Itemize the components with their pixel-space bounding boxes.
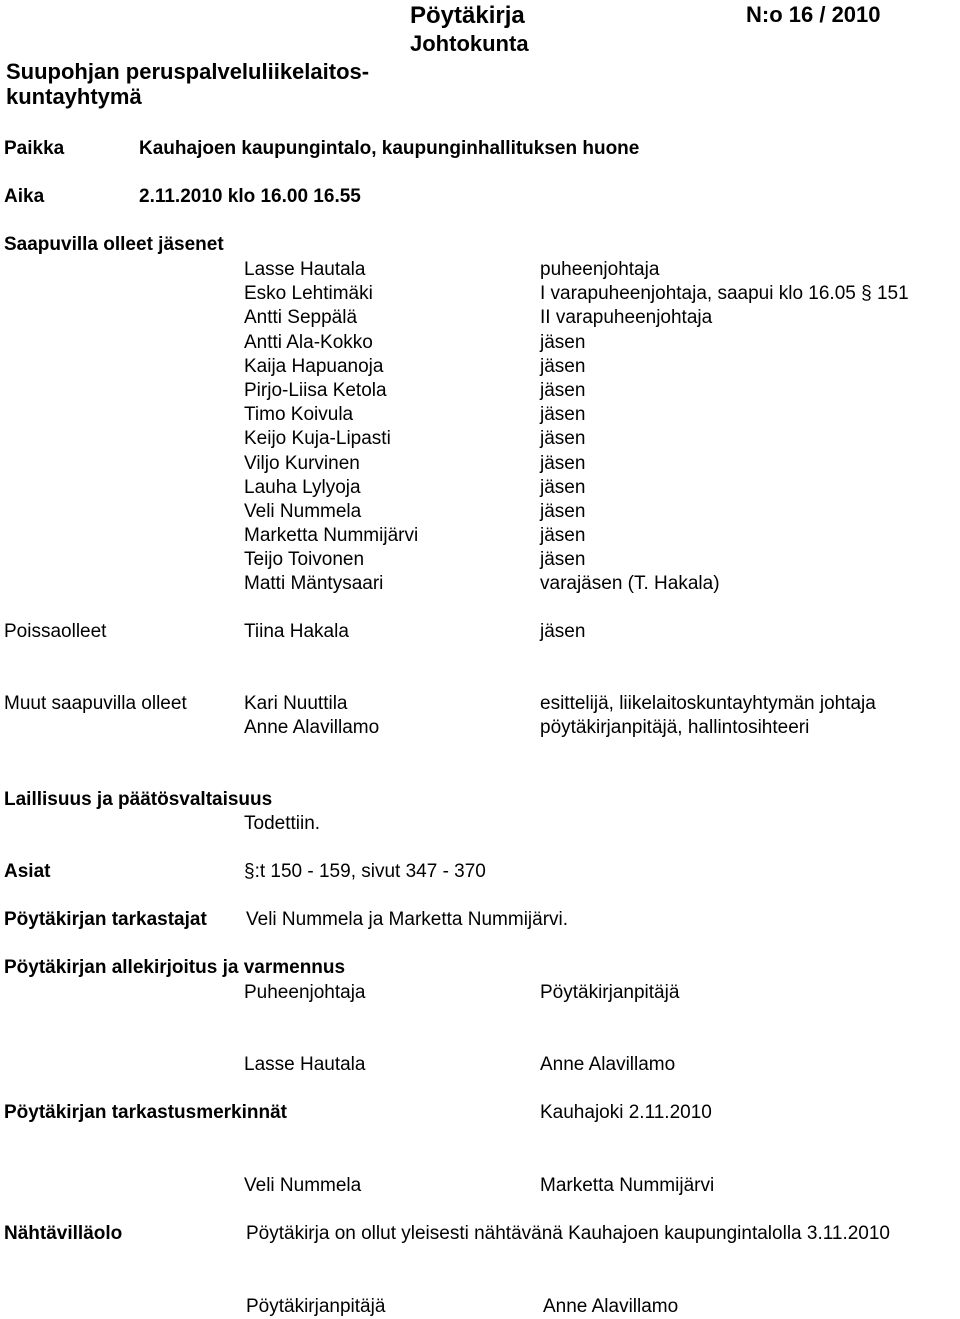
member-role: jäsen	[540, 500, 586, 522]
legality-value: Todettiin.	[244, 813, 321, 834]
member-name: Teijo Toivonen	[244, 549, 365, 571]
member-name: Matti Mäntysaari	[244, 573, 384, 595]
organization-name-line2: kuntayhtymä	[6, 84, 142, 109]
member-name: Lasse Hautala	[244, 259, 366, 280]
matters-value: §:t 150 - 159, sivut 347 - 370	[244, 861, 486, 882]
member-name: Antti Seppälä	[244, 307, 358, 329]
time-value: 2.11.2010 klo 16.00 16.55	[139, 186, 361, 207]
absent-role: jäsen	[540, 621, 586, 642]
member-role: jäsen	[540, 525, 586, 547]
member-name: Viljo Kurvinen	[244, 452, 360, 474]
review-place-date: Kauhajoki 2.11.2010	[540, 1102, 712, 1123]
other-person-role: esittelijä, liikelaitoskuntayhtymän johtaja	[540, 693, 876, 714]
chair-title: Puheenjohtaja	[244, 982, 366, 1003]
member-role: jäsen	[540, 549, 586, 571]
place-value: Kauhajoen kaupungintalo, kaupunginhallituksen huone	[139, 138, 640, 159]
absent-name: Tiina Hakala	[244, 621, 349, 642]
member-role: II varapuheenjohtaja	[540, 307, 713, 329]
member-role: jäsen	[540, 428, 586, 450]
time-label: Aika	[4, 186, 45, 207]
inspectors-label: Pöytäkirjan tarkastajat	[4, 909, 207, 930]
member-role: varajäsen (T. Hakala)	[540, 573, 720, 595]
member-name: Pirjo-Liisa Ketola	[244, 379, 387, 401]
place-label: Paikka	[4, 138, 65, 159]
secretary-signature-name: Anne Alavillamo	[540, 1054, 676, 1075]
member-name: Keijo Kuja-Lipasti	[244, 428, 391, 450]
member-role: jäsen	[540, 379, 586, 401]
member-name: Timo Koivula	[244, 404, 354, 426]
member-role: jäsen	[540, 355, 586, 377]
board-name: Johtokunta	[410, 31, 529, 56]
secretary-title: Pöytäkirjanpitäjä	[540, 982, 680, 1003]
signatures-label: Pöytäkirjan allekirjoitus ja varmennus	[4, 957, 346, 978]
present-members-label: Saapuvilla olleet jäsenet	[4, 234, 224, 255]
member-role: I varapuheenjohtaja, saapui klo 16.05 § 151	[540, 283, 909, 305]
inspectors-value: Veli Nummela ja Marketta Nummijärvi.	[246, 909, 569, 930]
other-person-role: pöytäkirjanpitäjä, hallintosihteeri	[540, 717, 810, 738]
matters-label: Asiat	[4, 861, 51, 882]
review-label: Pöytäkirjan tarkastusmerkinnät	[4, 1102, 288, 1123]
member-name: Marketta Nummijärvi	[244, 525, 419, 547]
organization-name-line1: Suupohjan peruspalveluliikelaitos-	[6, 59, 370, 84]
member-name: Antti Ala-Kokko	[244, 331, 373, 353]
others-present-label: Muut saapuvilla olleet	[4, 693, 187, 714]
member-name: Esko Lehtimäki	[244, 283, 373, 305]
other-person-name: Kari Nuuttila	[244, 693, 348, 714]
member-role: jäsen	[540, 331, 586, 353]
member-role: jäsen	[540, 476, 586, 498]
display-signer-title: Pöytäkirjanpitäjä	[246, 1296, 386, 1317]
document-number: N:o 16 / 2010	[746, 2, 881, 27]
inspector-signature-name: Marketta Nummijärvi	[540, 1175, 715, 1196]
display-label: Nähtävilläolo	[4, 1223, 123, 1244]
display-text: Pöytäkirja on ollut yleisesti nähtävänä Kauhajoen kaupungintalolla 3.11.2010	[246, 1223, 890, 1244]
member-name: Kaija Hapuanoja	[244, 355, 384, 377]
document-type: Pöytäkirja	[410, 2, 525, 29]
member-role: jäsen	[540, 404, 586, 426]
legality-label: Laillisuus ja päätösvaltaisuus	[4, 789, 273, 810]
chair-signature-name: Lasse Hautala	[244, 1054, 366, 1075]
inspector-signature-name: Veli Nummela	[244, 1175, 362, 1196]
display-signer-name: Anne Alavillamo	[543, 1296, 679, 1317]
member-name: Veli Nummela	[244, 500, 362, 522]
other-person-name: Anne Alavillamo	[244, 717, 380, 738]
member-role: jäsen	[540, 452, 586, 474]
member-name: Lauha Lylyoja	[244, 476, 361, 498]
member-role: puheenjohtaja	[540, 259, 660, 280]
absent-label: Poissaolleet	[4, 621, 107, 642]
